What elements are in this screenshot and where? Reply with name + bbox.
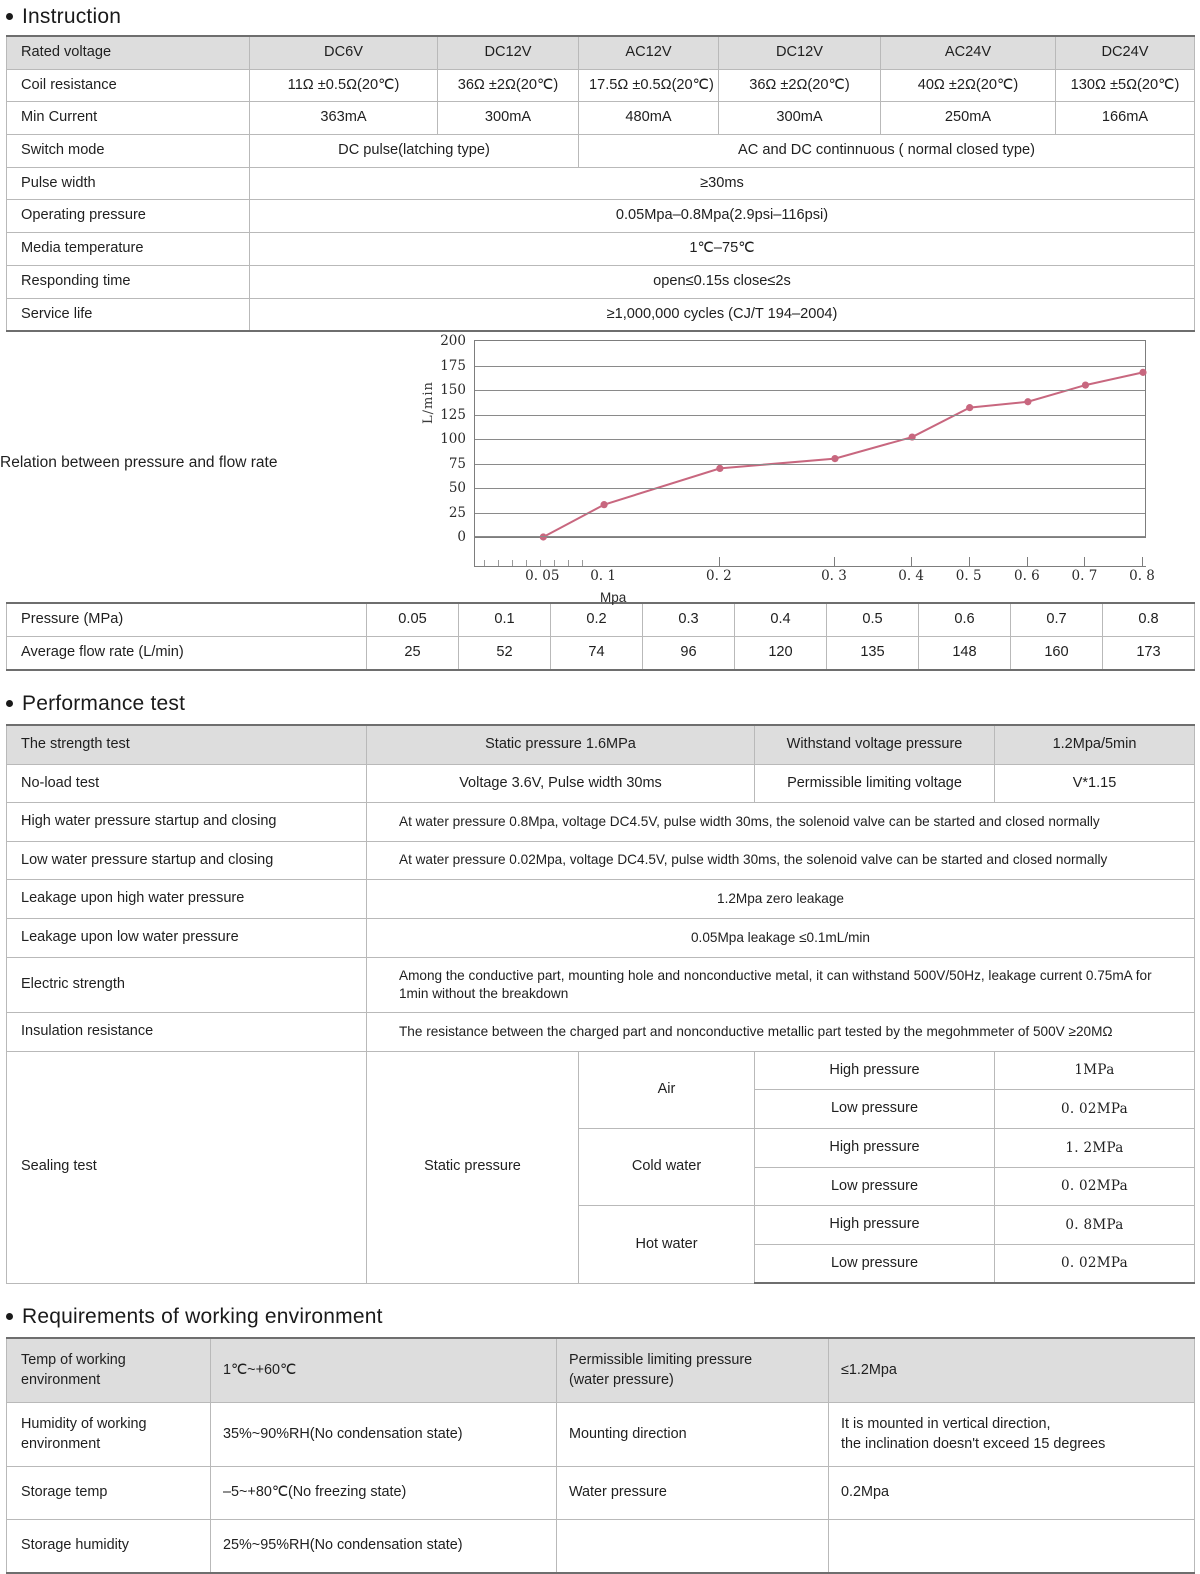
spec-cell: 11Ω ±0.5Ω(20℃) xyxy=(250,69,438,102)
flow-value: 160 xyxy=(1011,637,1103,671)
chart-x-tick-label: 0. 6 xyxy=(1014,568,1040,585)
pressure-value: 0.7 xyxy=(1011,603,1103,637)
working-environment-table xyxy=(6,1337,1195,1574)
chart-y-tick-label: 0 xyxy=(457,529,466,546)
chart-data-point xyxy=(716,465,723,472)
env-param-value-2 xyxy=(829,1519,1195,1573)
pressure-flow-chart xyxy=(421,333,1155,606)
sealing-row xyxy=(7,1051,1195,1090)
chart-x-minor-tick xyxy=(540,560,541,566)
spec-row-full xyxy=(7,233,1195,266)
env-param-label: Humidity of working environment xyxy=(7,1403,211,1467)
chart-caption: Relation between pressure and flow rate xyxy=(0,454,278,472)
chart-y-tick-label: 100 xyxy=(440,431,466,448)
env-param-label: Storage temp xyxy=(7,1466,211,1519)
chart-x-tick xyxy=(719,557,720,566)
spec-row-full xyxy=(7,298,1195,331)
chart-data-point xyxy=(831,455,838,462)
perf-row xyxy=(7,803,1195,842)
spec-row-label: Coil resistance xyxy=(7,69,250,102)
pressure-value: 0.3 xyxy=(643,603,735,637)
sealing-pressure-value: 1. 2MPa xyxy=(995,1128,1195,1167)
chart-x-minor-tick xyxy=(498,560,499,566)
spec-cell: 17.5Ω ±0.5Ω(20℃) xyxy=(579,69,719,102)
flow-value: 96 xyxy=(643,637,735,671)
chart-x-tick xyxy=(1142,557,1143,566)
spec-row xyxy=(7,36,1195,69)
spec-row-value: open≤0.15s close≤2s xyxy=(250,265,1195,298)
flow-value: 173 xyxy=(1103,637,1195,671)
sealing-pressure-label: Low pressure xyxy=(755,1244,995,1283)
chart-x-tick xyxy=(969,557,970,566)
strength-test-label: The strength test xyxy=(7,725,367,764)
pressure-value: 0.2 xyxy=(551,603,643,637)
env-row xyxy=(7,1519,1195,1573)
spec-row-full xyxy=(7,200,1195,233)
section-title-instruction: Instruction xyxy=(22,5,122,28)
sealing-pressure-label: Low pressure xyxy=(755,1090,995,1129)
flow-chart-block xyxy=(0,332,1200,606)
strength-withstand-value: 1.2Mpa/5min xyxy=(995,725,1195,764)
perf-row-value: 1.2Mpa zero leakage xyxy=(367,880,1195,919)
section-heading-environment xyxy=(6,1306,1200,1327)
chart-x-tick-label: 0. 7 xyxy=(1071,568,1098,585)
env-param-label-2 xyxy=(557,1519,829,1573)
chart-x-axis xyxy=(474,538,1155,606)
spec-row-value: 1℃–75℃ xyxy=(250,233,1195,266)
perf-row xyxy=(7,919,1195,958)
perf-row-label: High water pressure startup and closing xyxy=(7,803,367,842)
spec-row-value: 0.05Mpa–0.8Mpa(2.9psi–116psi) xyxy=(250,200,1195,233)
perf-row-value: At water pressure 0.8Mpa, voltage DC4.5V, pulse width 30ms, the solenoid valve can be started and closed normally xyxy=(367,803,1195,842)
bullet-icon xyxy=(6,1313,13,1320)
flow-row-label: Pressure (MPa) xyxy=(7,603,367,637)
chart-x-tick-label: 0. 5 xyxy=(955,568,982,585)
flow-value: 120 xyxy=(735,637,827,671)
spec-cell: 166mA xyxy=(1056,102,1195,135)
x-axis-left-cap xyxy=(474,538,475,566)
chart-x-minor-tick xyxy=(512,560,513,566)
spec-row-label: Rated voltage xyxy=(7,36,250,69)
env-row xyxy=(7,1403,1195,1467)
pressure-value: 0.6 xyxy=(919,603,1011,637)
spec-row xyxy=(7,69,1195,102)
chart-x-tick-label: 0. 1 xyxy=(590,568,616,585)
env-param-value: 1℃~+60℃ xyxy=(211,1338,557,1402)
spec-row-label: Operating pressure xyxy=(7,200,250,233)
strength-withstand-voltage: Withstand voltage pressure xyxy=(755,725,995,764)
chart-x-minor-tick xyxy=(568,560,569,566)
spec-row-label: Responding time xyxy=(7,265,250,298)
perf-row-value: 0.05Mpa leakage ≤0.1mL/min xyxy=(367,919,1195,958)
x-axis-line xyxy=(474,566,1146,567)
strength-static-pressure: Static pressure 1.6MPa xyxy=(367,725,755,764)
env-param-label: Storage humidity xyxy=(7,1519,211,1573)
chart-y-tick-label: 125 xyxy=(440,406,466,423)
section-heading-instruction xyxy=(6,6,1200,27)
perf-row-value: Among the conductive part, mounting hole and nonconductive metal, it can withstand 500V/50Hz, leakage current 0.75mA for 1min without the breakdown xyxy=(367,957,1195,1013)
spec-row-value: ≥30ms xyxy=(250,167,1195,200)
spec-row-switch-mode xyxy=(7,135,1195,168)
env-row xyxy=(7,1466,1195,1519)
datasheet-page xyxy=(0,6,1200,1561)
chart-y-tick-label: 150 xyxy=(440,382,466,399)
chart-x-tick xyxy=(1084,557,1085,566)
spec-cell: AC12V xyxy=(579,36,719,69)
chart-x-tick-label: 0. 05 xyxy=(525,568,560,585)
chart-x-tick xyxy=(911,557,912,566)
sealing-pressure-value: 0. 02MPa xyxy=(995,1244,1195,1283)
env-param-value-2: ≤1.2Mpa xyxy=(829,1338,1195,1402)
flow-value: 52 xyxy=(459,637,551,671)
perf-row-label: Leakage upon high water pressure xyxy=(7,880,367,919)
chart-gridline xyxy=(475,366,1145,367)
sealing-pressure-value: 0. 8MPa xyxy=(995,1206,1195,1245)
perf-row-value: At water pressure 0.02Mpa, voltage DC4.5V, pulse width 30ms, the solenoid valve can be started and closed normally xyxy=(367,841,1195,880)
chart-data-point xyxy=(1082,382,1089,389)
chart-x-axis-title: Mpa xyxy=(599,590,627,606)
chart-gridline-baseline xyxy=(475,536,1145,537)
chart-gridline xyxy=(475,415,1145,416)
flow-row-label: Average flow rate (L/min) xyxy=(7,637,367,671)
env-param-value: –5~+80℃(No freezing state) xyxy=(211,1466,557,1519)
spec-cell: 250mA xyxy=(881,102,1056,135)
env-param-value-2: 0.2Mpa xyxy=(829,1466,1195,1519)
switch-mode-ac: AC and DC continnuous ( normal closed type) xyxy=(579,135,1195,168)
chart-x-tick xyxy=(1027,557,1028,566)
performance-test-table xyxy=(6,724,1195,1284)
sealing-pressure-value: 0. 02MPa xyxy=(995,1090,1195,1129)
pressure-value: 0.4 xyxy=(735,603,827,637)
sealing-pressure-value: 1MPa xyxy=(995,1051,1195,1090)
noload-test-label: No-load test xyxy=(7,764,367,803)
pressure-value: 0.8 xyxy=(1103,603,1195,637)
spec-row xyxy=(7,102,1195,135)
perf-row xyxy=(7,957,1195,1013)
specification-table xyxy=(6,35,1195,332)
flow-value: 135 xyxy=(827,637,919,671)
chart-gridline xyxy=(475,464,1145,465)
spec-cell: 36Ω ±2Ω(20℃) xyxy=(438,69,579,102)
sealing-pressure-label: Low pressure xyxy=(755,1167,995,1206)
chart-y-tick-label: 75 xyxy=(448,455,466,472)
spec-row-label: Switch mode xyxy=(7,135,250,168)
chart-x-tick xyxy=(834,557,835,566)
env-param-label-2: Permissible limiting pressure (water pressure) xyxy=(557,1338,829,1402)
env-param-label: Temp of working environment xyxy=(7,1338,211,1402)
sealing-medium: Cold water xyxy=(579,1128,755,1205)
chart-data-point xyxy=(966,404,973,411)
chart-gridline xyxy=(475,513,1145,514)
spec-cell: DC6V xyxy=(250,36,438,69)
chart-data-point xyxy=(601,501,608,508)
sealing-pressure-label: High pressure xyxy=(755,1051,995,1090)
perf-row-label: Electric strength xyxy=(7,957,367,1013)
chart-x-tick-label: 0. 2 xyxy=(705,568,732,585)
spec-cell: DC24V xyxy=(1056,36,1195,69)
chart-gridline xyxy=(475,488,1145,489)
spec-cell: 300mA xyxy=(719,102,881,135)
perf-row-label: Insulation resistance xyxy=(7,1013,367,1052)
sealing-medium: Air xyxy=(579,1051,755,1128)
chart-y-tick-label: 25 xyxy=(448,504,466,521)
perf-row-label: Low water pressure startup and closing xyxy=(7,841,367,880)
chart-x-minor-tick xyxy=(484,560,485,566)
perf-noload-row xyxy=(7,764,1195,803)
env-param-value-2: It is mounted in vertical direction, the inclination doesn't exceed 15 degrees xyxy=(829,1403,1195,1467)
spec-cell: 300mA xyxy=(438,102,579,135)
perf-row xyxy=(7,1013,1195,1052)
spec-cell: 130Ω ±5Ω(20℃) xyxy=(1056,69,1195,102)
spec-cell: 40Ω ±2Ω(20℃) xyxy=(881,69,1056,102)
chart-x-minor-tick xyxy=(526,560,527,566)
spec-row-label: Media temperature xyxy=(7,233,250,266)
flow-value: 25 xyxy=(367,637,459,671)
spec-row-label: Service life xyxy=(7,298,250,331)
chart-data-point xyxy=(1139,369,1146,376)
pressure-value: 0.05 xyxy=(367,603,459,637)
chart-x-minor-tick xyxy=(554,560,555,566)
spec-row-label: Min Current xyxy=(7,102,250,135)
perf-row xyxy=(7,880,1195,919)
pressure-value: 0.5 xyxy=(827,603,919,637)
flow-value: 148 xyxy=(919,637,1011,671)
spec-cell: 363mA xyxy=(250,102,438,135)
perf-row-label: Leakage upon low water pressure xyxy=(7,919,367,958)
flow-row-average xyxy=(7,637,1195,671)
sealing-pressure-label: High pressure xyxy=(755,1128,995,1167)
pressure-flow-table xyxy=(6,602,1195,671)
sealing-pressure-value: 0. 02MPa xyxy=(995,1167,1195,1206)
sealing-test-label: Sealing test xyxy=(7,1051,367,1283)
spec-cell: AC24V xyxy=(881,36,1056,69)
chart-y-axis-label: L/min xyxy=(421,381,436,425)
spec-cell: 480mA xyxy=(579,102,719,135)
spacer xyxy=(0,1284,1200,1306)
chart-y-tick-label: 200 xyxy=(440,333,466,350)
spec-cell: 36Ω ±2Ω(20℃) xyxy=(719,69,881,102)
chart-x-minor-tick xyxy=(582,560,583,566)
flow-row-pressure xyxy=(7,603,1195,637)
spec-cell: DC12V xyxy=(438,36,579,69)
perf-header-row xyxy=(7,725,1195,764)
env-param-label-2: Water pressure xyxy=(557,1466,829,1519)
env-param-value: 35%~90%RH(No condensation state) xyxy=(211,1403,557,1467)
section-title-environment: Requirements of working environment xyxy=(22,1305,383,1329)
perf-row xyxy=(7,841,1195,880)
spec-row-full xyxy=(7,167,1195,200)
chart-x-tick-label: 0. 4 xyxy=(898,568,925,585)
noload-voltage: Voltage 3.6V, Pulse width 30ms xyxy=(367,764,755,803)
chart-y-tick-label: 50 xyxy=(448,480,466,497)
env-param-value: 25%~95%RH(No condensation state) xyxy=(211,1519,557,1573)
sealing-method: Static pressure xyxy=(367,1051,579,1283)
chart-y-tick-label: 175 xyxy=(440,357,466,374)
chart-data-point xyxy=(1024,398,1031,405)
section-title-performance: Performance test xyxy=(22,692,186,716)
pressure-value: 0.1 xyxy=(459,603,551,637)
sealing-medium: Hot water xyxy=(579,1206,755,1284)
spec-row-value: ≥1,000,000 cycles (CJ/T 194–2004) xyxy=(250,298,1195,331)
chart-x-tick-label: 0. 8 xyxy=(1129,568,1155,585)
chart-gridline xyxy=(475,439,1145,440)
env-param-label-2: Mounting direction xyxy=(557,1403,829,1467)
chart-plot-area xyxy=(474,340,1146,538)
spec-row-label: Pulse width xyxy=(7,167,250,200)
bullet-icon xyxy=(6,13,13,20)
spacer xyxy=(0,671,1200,693)
chart-x-tick-label: 0. 3 xyxy=(821,568,847,585)
noload-permissible-voltage: Permissible limiting voltage xyxy=(755,764,995,803)
sealing-pressure-label: High pressure xyxy=(755,1206,995,1245)
spec-row-full xyxy=(7,265,1195,298)
bullet-icon xyxy=(6,700,13,707)
chart-gridline xyxy=(475,390,1145,391)
spec-cell: DC12V xyxy=(719,36,881,69)
switch-mode-dc: DC pulse(latching type) xyxy=(250,135,579,168)
noload-permissible-value: V*1.15 xyxy=(995,764,1195,803)
perf-row-value: The resistance between the charged part and nonconductive metallic part tested by the megohmmeter of 500V ≥20MΩ xyxy=(367,1013,1195,1052)
section-heading-performance xyxy=(6,693,1200,714)
flow-value: 74 xyxy=(551,637,643,671)
env-row xyxy=(7,1338,1195,1402)
